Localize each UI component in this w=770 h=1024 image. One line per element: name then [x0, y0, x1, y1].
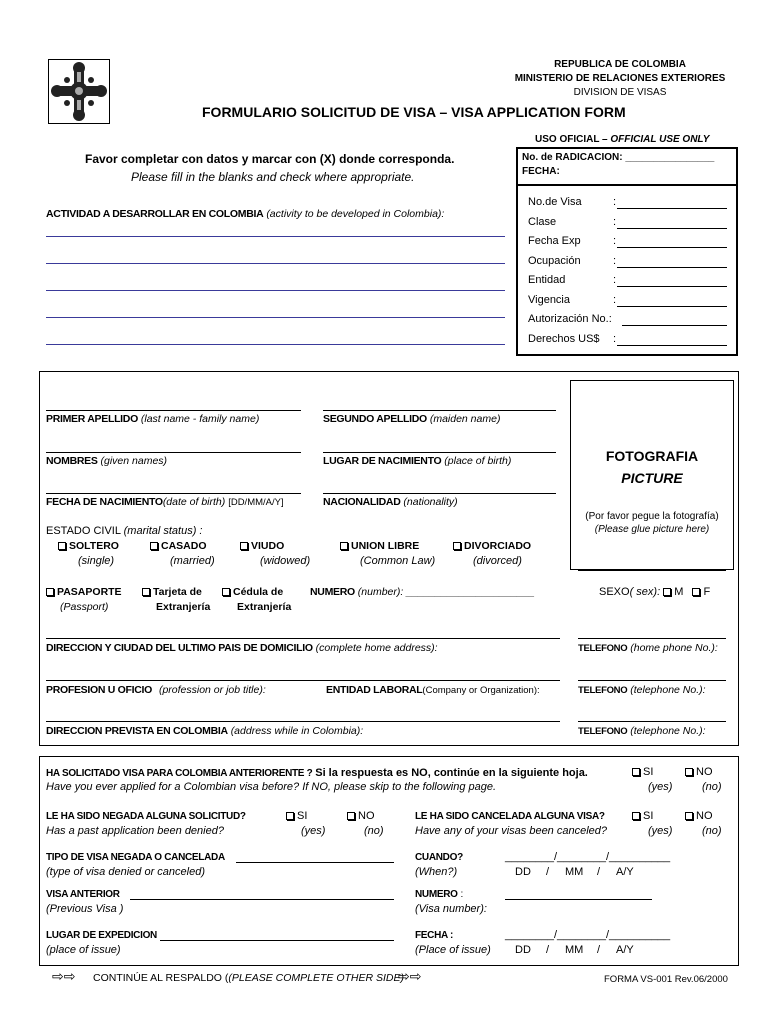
marital-option[interactable]	[58, 540, 119, 552]
cuando-en: (When?)	[415, 866, 458, 878]
fecha-nacimiento-line[interactable]	[46, 493, 301, 494]
fecha-nacimiento-label: FECHA DE NACIMIENTO(date of birth) [DD/MM/A/Y]	[46, 496, 284, 508]
primer-apellido-line[interactable]	[46, 410, 301, 411]
profesion-line[interactable]	[46, 680, 560, 681]
continue-label: CONTINÚE AL RESPALDO ((PLEASE COMPLETE OTHER SIDE)	[93, 972, 404, 984]
estado-civil-label: ESTADO CIVIL (marital status) :	[46, 525, 203, 537]
marital-en: (married)	[170, 555, 215, 567]
marital-label: CASADO	[161, 540, 207, 552]
q2-no-en: (no)	[364, 825, 384, 837]
cross-emblem-icon	[49, 60, 109, 123]
official-row-line[interactable]	[617, 267, 727, 268]
profesion-label: PROFESION U OFICIO (profession or job title):	[46, 684, 266, 696]
numero-visa-line[interactable]	[505, 899, 652, 900]
fecha-expedicion-en: (Place of issue)	[415, 944, 491, 956]
lugar-expedicion-en: (place of issue)	[46, 944, 121, 956]
nombres-line[interactable]	[46, 452, 301, 453]
marital-checkbox[interactable]	[453, 542, 461, 550]
lugar-nacimiento-label: LUGAR DE NACIMIENTO (place of birth)	[323, 455, 512, 467]
nacionalidad-label: NACIONALIDAD (nationality)	[323, 496, 458, 508]
fecha-slash-1: /	[546, 944, 550, 956]
q3-en: Have any of your visas been canceled?	[415, 825, 608, 837]
marital-option[interactable]	[240, 540, 284, 552]
segundo-apellido-line[interactable]	[323, 410, 556, 411]
marital-label: SOLTERO	[69, 540, 119, 552]
q1-no-en: (no)	[702, 781, 722, 793]
marital-label: VIUDO	[251, 540, 285, 552]
cedula-line2: Extranjería	[237, 601, 292, 613]
photo-title-en: PICTURE	[621, 470, 683, 486]
telefono-2-label: TELEFONO (telephone No.):	[578, 684, 706, 696]
official-row-label: No.de Visa	[528, 196, 582, 208]
numero-field[interactable]: NUMERO (number): ______________________	[310, 586, 535, 598]
photo-note-es: (Por favor pegue la fotografía)	[585, 511, 719, 522]
official-fecha-field[interactable]: FECHA:	[522, 166, 560, 177]
official-row-sep: :	[613, 235, 617, 247]
cuando-ay: A/Y	[616, 866, 634, 878]
activity-label: ACTIVIDAD A DESARROLLAR EN COLOMBIA (activity to be developed in Colombia):	[46, 208, 445, 220]
photo-title: FOTOGRAFIA	[605, 448, 699, 464]
arrow-right-icon: ⇨⇨	[52, 968, 76, 984]
entidad-laboral-label: ENTIDAD LABORAL(Company or Organization):	[326, 684, 540, 696]
numero-visa-label: NUMERO :	[415, 889, 464, 900]
photo-bottom-line	[578, 570, 726, 571]
cedula-checkbox[interactable]	[222, 588, 230, 596]
pasaporte-option[interactable]: PASAPORTE	[46, 586, 122, 598]
marital-en: (divorced)	[473, 555, 522, 567]
pasaporte-en: (Passport)	[60, 601, 109, 613]
q1-yes: (yes)	[648, 781, 673, 793]
official-use-heading: USO OFICIAL – OFFICIAL USE ONLY	[535, 134, 710, 145]
cuando-label: CUANDO?	[415, 852, 463, 863]
lugar-nacimiento-line[interactable]	[323, 452, 556, 453]
official-row-line[interactable]	[617, 286, 727, 287]
q1-no-checkbox[interactable]	[685, 768, 693, 776]
q2-si-checkbox[interactable]	[286, 812, 294, 820]
telefono-3-label: TELEFONO (telephone No.):	[578, 725, 706, 737]
official-row-label: Entidad	[528, 274, 566, 286]
nombres-label: NOMBRES (given names)	[46, 455, 168, 467]
q3-si-checkbox[interactable]	[632, 812, 640, 820]
q3-no-en: (no)	[702, 825, 722, 837]
segundo-apellido-label: SEGUNDO APELLIDO (maiden name)	[323, 413, 501, 425]
fecha-slash-2: /	[597, 944, 601, 956]
numero-visa-en: (Visa number):	[415, 903, 487, 915]
lugar-expedicion-label: LUGAR DE EXPEDICION	[46, 930, 157, 941]
visa-anterior-label: VISA ANTERIOR	[46, 889, 120, 900]
q3-no-option[interactable]: NO	[685, 810, 713, 822]
activity-line-4[interactable]	[46, 317, 505, 318]
official-row-sep: :	[613, 293, 617, 306]
official-row-line[interactable]	[617, 228, 727, 229]
marital-en: (single)	[78, 555, 115, 567]
cuando-slash-2: /	[597, 866, 601, 878]
cedula-option[interactable]: Cédula de	[222, 586, 283, 598]
q1-si-option[interactable]: SI	[632, 766, 653, 778]
official-row-label: Fecha Exp	[528, 235, 581, 247]
tipo-visa-label: TIPO DE VISA NEGADA O CANCELADA	[46, 852, 225, 863]
nacionalidad-line[interactable]	[323, 493, 556, 494]
q2-no-option[interactable]: NO	[347, 810, 375, 822]
q3-es: LE HA SIDO CANCELADA ALGUNA VISA?	[415, 811, 605, 822]
intro-es: Favor completar con datos y marcar con (X) donde corresponda.	[85, 152, 455, 166]
official-row-label: Derechos US$	[528, 332, 600, 345]
official-row-line[interactable]	[622, 325, 727, 326]
official-row-line[interactable]	[617, 247, 727, 248]
activity-line-3[interactable]	[46, 290, 505, 291]
cuando-slash-1: /	[546, 866, 550, 878]
cuando-dd: DD	[515, 866, 531, 878]
tarjeta-option[interactable]: Tarjeta de	[142, 586, 202, 598]
photo-note-en: (Please glue picture here)	[594, 524, 710, 535]
activity-line-2[interactable]	[46, 263, 505, 264]
official-details-box	[516, 186, 738, 356]
fecha-expedicion-label: FECHA :	[415, 930, 454, 941]
q1-no-option[interactable]: NO	[685, 766, 713, 778]
seal-logo	[48, 59, 110, 124]
marital-option[interactable]	[150, 540, 207, 552]
telefono-home-line[interactable]	[578, 638, 726, 639]
marital-checkbox[interactable]	[150, 542, 158, 550]
header-line3: DIVISION DE VISAS	[573, 87, 667, 98]
official-row-label: Autorización No.:	[528, 313, 612, 325]
arrow-right-icon-2: ⇨⇨	[398, 968, 422, 984]
official-row-label: Ocupación	[528, 254, 581, 267]
form-title: FORMULARIO SOLICITUD DE VISA – VISA APPLICATION FORM	[202, 104, 626, 120]
marital-label: UNION LIBRE	[351, 540, 420, 552]
q3-si-option[interactable]: SI	[632, 810, 653, 822]
cuando-mm: MM	[565, 866, 584, 878]
tarjeta-checkbox[interactable]	[142, 588, 150, 596]
tipo-visa-en: (type of visa denied or canceled)	[46, 866, 205, 878]
header-line2: MINISTERIO DE RELACIONES EXTERIORES	[514, 73, 726, 84]
cuando-date-field[interactable]: ________/________/__________	[505, 851, 671, 863]
telefono-3-line[interactable]	[578, 721, 726, 722]
marital-label: DIVORCIADO	[464, 540, 532, 552]
tarjeta-line2: Extranjería	[156, 601, 211, 613]
q1-si-checkbox[interactable]	[632, 768, 640, 776]
official-row-sep: :	[613, 196, 617, 208]
lugar-expedicion-line[interactable]	[160, 940, 394, 941]
q3-no-checkbox[interactable]	[685, 812, 693, 820]
radicacion-field[interactable]: No. de RADICACION: ________________	[522, 152, 715, 163]
sexo-field: SEXO( sex): M F	[599, 586, 711, 598]
activity-line-5[interactable]	[46, 344, 505, 345]
official-row-line[interactable]	[617, 306, 727, 307]
sexo-m-checkbox[interactable]	[663, 588, 671, 596]
marital-checkbox[interactable]	[340, 542, 348, 550]
marital-checkbox[interactable]	[240, 542, 248, 550]
primer-apellido-label: PRIMER APELLIDO (last name - family name)	[46, 413, 260, 425]
pasaporte-checkbox[interactable]	[46, 588, 54, 596]
official-row-line[interactable]	[617, 345, 727, 346]
visa-anterior-en: (Previous Visa )	[46, 903, 124, 915]
official-row-sep: :	[613, 274, 617, 286]
sexo-f-checkbox[interactable]	[692, 588, 700, 596]
header-line1: REPUBLICA DE COLOMBIA	[554, 59, 686, 70]
q2-en: Has a past application been denied?	[46, 825, 224, 837]
q3-yes: (yes)	[648, 825, 673, 837]
direccion-domicilio-label: DIRECCION Y CIUDAD DEL ULTIMO PAIS DE DOMICILIO (complete home address):	[46, 642, 438, 654]
q2-no-checkbox[interactable]	[347, 812, 355, 820]
form-id: FORMA VS-001 Rev.06/2000	[604, 974, 728, 985]
fecha-mm: MM	[565, 944, 584, 956]
q1-es: HA SOLICITADO VISA PARA COLOMBIA ANTERIORENTE ? Si la respuesta es NO, continúe en la siguiente hoja.	[46, 767, 588, 779]
official-row-sep: :	[613, 254, 617, 267]
telefono-2-line[interactable]	[578, 680, 726, 681]
marital-en: (widowed)	[260, 555, 311, 567]
fecha-expedicion-date-field[interactable]: ________/________/__________	[505, 929, 671, 941]
direccion-domicilio-line[interactable]	[46, 638, 560, 639]
tipo-visa-line[interactable]	[236, 862, 394, 863]
official-radicacion-box	[516, 147, 738, 186]
official-row-sep: :	[613, 215, 617, 228]
official-row-sep: :	[613, 332, 617, 345]
q2-si-option[interactable]: SI	[286, 810, 307, 822]
marital-option[interactable]	[453, 540, 531, 552]
marital-checkbox[interactable]	[58, 542, 66, 550]
official-row-line[interactable]	[617, 208, 727, 209]
q1-en: Have you ever applied for a Colombian visa before? If NO, please skip to the following page.	[46, 781, 497, 793]
activity-line-1[interactable]	[46, 236, 505, 237]
intro-en: Please fill in the blanks and check where appropriate.	[131, 170, 415, 184]
official-row-label: Vigencia	[528, 293, 570, 306]
telefono-home-label: TELEFONO (home phone No.):	[578, 642, 718, 654]
visa-anterior-line[interactable]	[130, 899, 394, 900]
fecha-dd: DD	[515, 944, 531, 956]
marital-en: (Common Law)	[360, 555, 436, 567]
direccion-colombia-line[interactable]	[46, 721, 560, 722]
official-row-label: Clase	[528, 215, 557, 228]
marital-option[interactable]	[340, 540, 419, 552]
q2-es: LE HA SIDO NEGADA ALGUNA SOLICITUD?	[46, 811, 246, 822]
q2-yes: (yes)	[301, 825, 326, 837]
direccion-colombia-label: DIRECCION PREVISTA EN COLOMBIA (address while in Colombia):	[46, 725, 364, 737]
fecha-ay: A/Y	[616, 944, 634, 956]
